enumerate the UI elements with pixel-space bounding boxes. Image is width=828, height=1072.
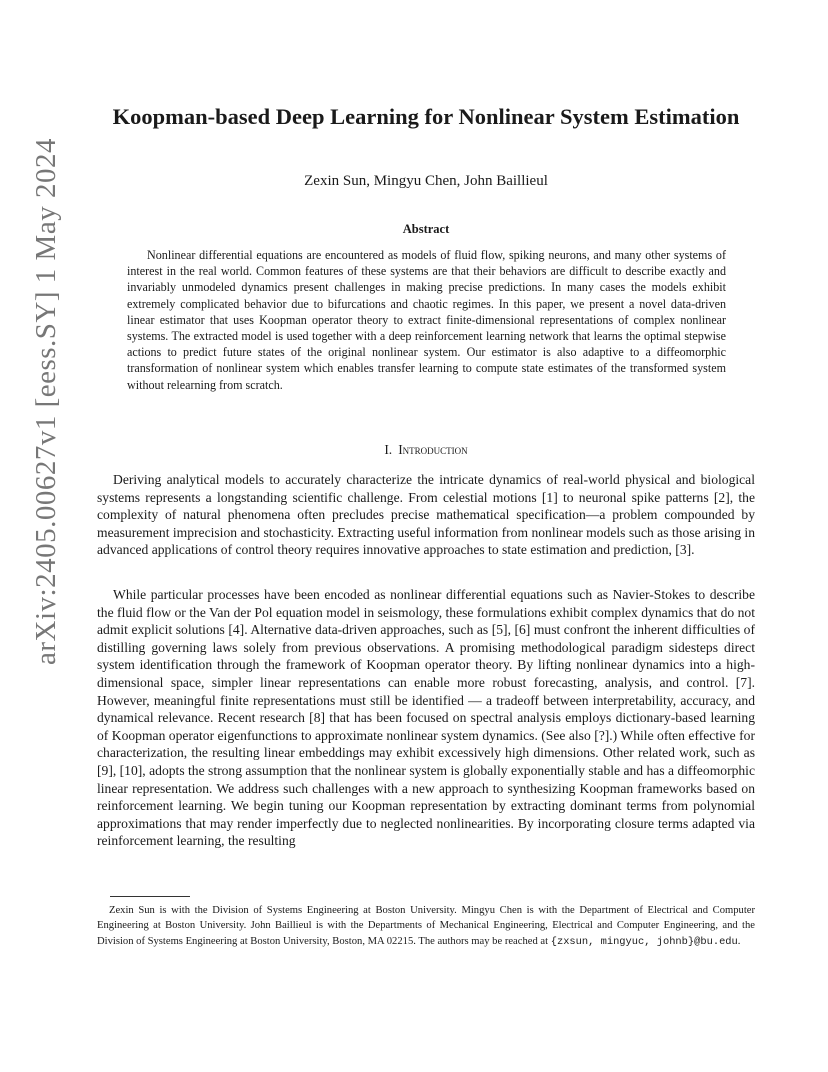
footnote-divider — [110, 896, 190, 897]
body-paragraph: While particular processes have been encoded as nonlinear differential equations such as Navier-Stokes to describe the fluid flow or the Van der Pol equation model in seismology, these formulations exhibit complex dynamics that do not admit explicit solutions [4]. Alternative data-driven approaches, such as [5], [6] must confront the inherent difficulties of distilling governing laws solely from previous observations. A promising methodological paradigm sidesteps direct system identification through the framework of Koopman operator theory. By lifting nonlinear dynamics into a high-dimensional space, simpler linear representations can enable more robust forecasting, analysis, and control. [7]. However, meaningful finite representations must still be identified — a tradeoff between interpretability, accuracy, and dynamical relevance. Recent research [8] that has been focused on spectral analysis employs dictionary-based learning of Koopman operator eigenfunctions to approximate nonlinear system dynamics. (See also [?].) While often effective for characterization, the resulting linear embeddings may exhibit excessively high dimensions. Other related work, such as [9], [10], adopts the strong assumption that the nonlinear system is globally exponentially stable and has a diffeomorphic linear representation. We address such challenges with a new approach to synthesizing Koopman frameworks based on reinforcement learning. We begin tuning our Koopman representation by extracting dominant terms from polynomial approximations that may render imperfectly due to neglected nonlinearities. By incorporating closure terms adapted via reinforcement learning, the resulting — [97, 587, 755, 849]
section-number: I. — [384, 442, 393, 457]
footnote-text: Zexin Sun is with the Division of Systems Engineering at Boston University. Mingyu Chen is with the Department of Electrical and Computer Engineering at Boston University. John Baillieul is with the Departments of Mechanical Engineering, Electrical and Computer Engineering, and the Division of Systems Engineering at Boston University, Boston, MA 02215. The authors may be reached at — [97, 905, 755, 947]
abstract-text: Nonlinear differential equations are encountered as models of fluid flow, spiking neurons, and many other systems of interest in the real world. Common features of these systems are that their behaviors are difficult to describe exactly and invariably unmodeled dynamics present challenges in making precise predictions. In many cases the models exhibit extremely complicated behavior due to bifurcations and chaotic regimes. In this paper, we present a novel data-driven linear estimator that uses Koopman operator theory to extract finite-dimensional representations of complex nonlinear systems. The extracted model is used together with a deep reinforcement learning network that learns the optimal stepwise actions to predict future states of the original nonlinear system. Our estimator is also adaptive to a diffeomorphic transformation of nonlinear system which enables transfer learning to compute state estimates of the transformed system without relearning from scratch. — [127, 248, 726, 392]
footnote — [97, 903, 755, 950]
section-heading — [0, 442, 828, 458]
footnote-emails: {zxsun, mingyuc, johnb}@bu.edu — [550, 935, 738, 948]
body-paragraph: Deriving analytical models to accurately characterize the intricate dynamics of real-world physical and biological systems represents a longstanding scientific challenge. From celestial motions [1] to neuronal spike patterns [2], the complexity of natural phenomena often precludes precise mathematical specification—a problem compounded by measurement imprecision and stochasticity. Extracting useful information from nonlinear models such as those arising in advanced applications of control theory requires innovative approaches to state estimation and prediction, [3]. — [97, 472, 755, 558]
footnote-end: . — [737, 935, 741, 947]
abstract-heading: Abstract — [402, 222, 450, 236]
paper-title: Koopman-based Deep Learning for Nonlinear System Estimation — [112, 104, 740, 129]
author-list: Zexin Sun, Mingyu Chen, John Baillieul — [304, 173, 548, 189]
section-title: Introduction — [398, 442, 468, 457]
arxiv-identifier: arXiv:2405.00627v1 [eess.SY] 1 May 2024 — [30, 138, 62, 665]
